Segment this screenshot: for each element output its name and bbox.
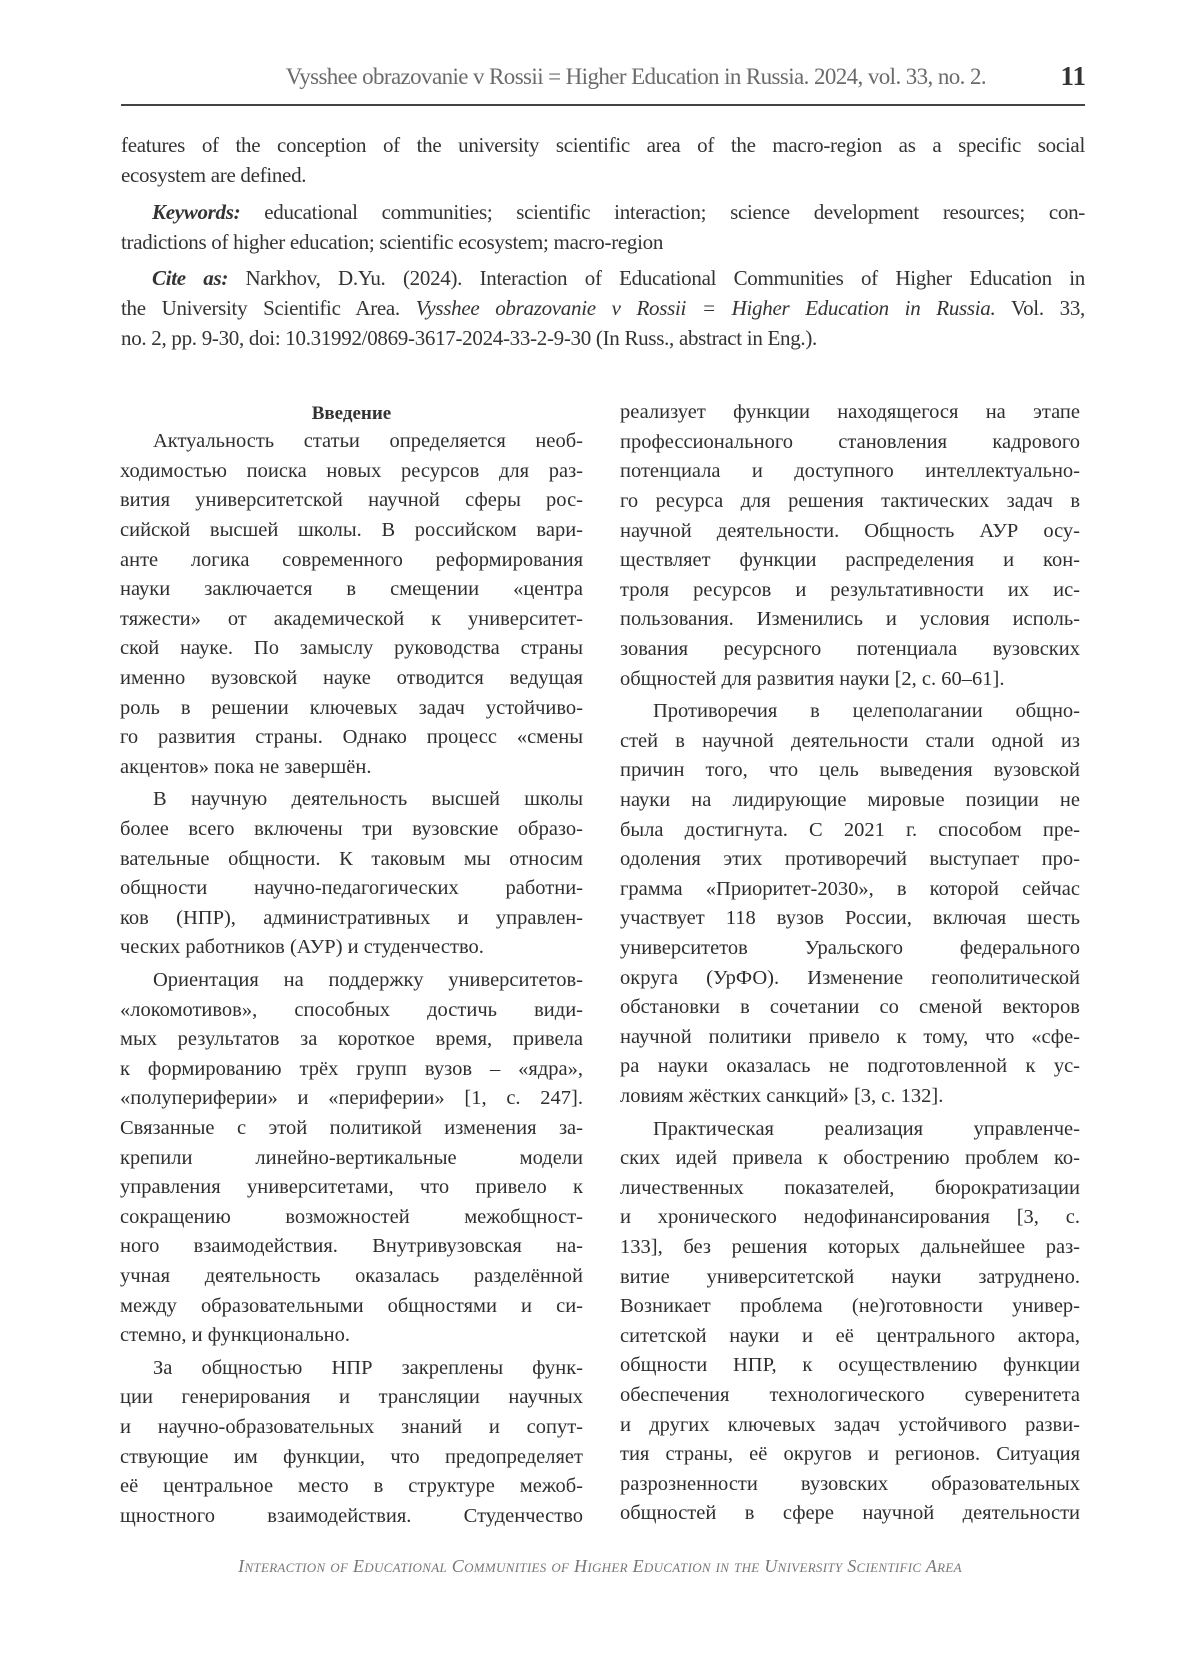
keywords-line [152,197,1085,227]
body-text-line: сийской высшей школы. В российском вари- [120,519,583,541]
body-text-line: Актуальность статьи определяется необ- [153,430,583,453]
body-text-line: общностей в сфере научной деятельности [620,1502,1080,1525]
body-text-line: общности научно-педагогических работни- [120,877,583,900]
cite-line [152,263,1085,293]
body-text-line: общности НПР, к осуществлению функции [620,1354,1080,1377]
body-text-line: Практическая реализация управленче- [653,1117,1080,1140]
body-text-line: её центральное место в структуре межоб- [120,1475,583,1498]
body-text-line: «локомотивов», способных достичь види- [120,998,583,1021]
body-text-line: За общностью НПР закреплены функ- [153,1356,583,1379]
body-text-line: реализует функции находящегося на этапе [620,401,1080,424]
cite-line: no. 2, pp. 9-30, doi: 10.31992/0869-3617-2024-33-2-9-30 (In Russ., abstract in Eng.). [121,326,817,350]
body-text-line: акцентов» пока не завершён. [120,755,372,778]
body-text-line: ции генерирования и трансляции научных [120,1386,583,1409]
body-text-line: стемно, и функционально. [120,1324,351,1347]
body-text-line: участвует 118 вузов России, включая шесть [620,907,1080,930]
body-text-line: университетов Уральского федерального [620,937,1080,959]
body-text-line: щностного взаимодействия. Студенчество [120,1504,583,1527]
body-text-line: личественных показателей, бюрократизации [620,1176,1080,1199]
cite-label: Cite as: [152,266,229,290]
body-text-line: Возникает проблема (не)готовности универ- [620,1295,1080,1318]
body-text-line: причин того, что цель выведения вузовской [620,759,1080,782]
body-text-line: го развития страны. Однако процесс «смены [120,726,583,749]
body-text-line: тия страны, её округов и регионов. Ситуация [620,1443,1080,1466]
body-text-line: В научную деятельность высшей школы [153,788,583,811]
page-number: 11 [1060,61,1086,91]
body-text-line: «полупериферии» и «периферии» [1, с. 247]. [120,1087,583,1110]
body-text-line: роль в решении ключевых задач устойчиво- [120,696,583,719]
body-text-line: грамма «Приоритет-2030», в которой сейчас [620,877,1080,900]
body-text-line: ра науки оказалась не подготовленной к ус- [620,1055,1080,1078]
body-text-line: ного взаимодействия. Внутривузовская на- [120,1235,583,1258]
body-text-line: науки заключается в смещении «центра [120,578,583,601]
body-text-line: ческих работников (АУР) и студенчество. [120,936,484,959]
body-text-line: Противоречия в целеполагании общно- [653,700,1080,723]
cite-text: Narkhov, D.Yu. (2024). Interaction of Educational Communities of Higher Education in [228,266,1085,290]
body-text-line: и научно-образовательных знаний и сопут- [120,1416,583,1438]
body-text-line: управления университетами, что привело к [120,1176,583,1199]
body-text-line: тяжести» от академической к университет- [120,607,583,630]
body-text-line: ситетской науки и её центрального актора, [620,1324,1080,1347]
body-text-line: вательные общности. К таковым мы относим [120,847,583,870]
body-text-line: анте логика современного реформирования [120,548,583,571]
body-text-line: ствующие им функции, что предопределяет [120,1445,583,1468]
body-text-line: ществляет функции распределения и кон- [620,549,1080,572]
body-text-line: обеспечения технологического суверенитета [620,1384,1080,1406]
body-text-line: профессионального становления кадрового [620,430,1080,453]
section-heading: Введение [311,403,392,424]
keywords-label: Keywords: [152,200,241,224]
body-text-line: пользования. Изменились и условия исполь- [620,608,1080,631]
body-text-line: Ориентация на поддержку университетов- [153,969,583,991]
body-text-line: ходимостью поиска новых ресурсов для раз- [120,459,583,482]
body-text-line: зования ресурсного потенциала вузовских [620,638,1080,660]
body-text-line: научной деятельности. Общность АУР осу- [620,519,1080,542]
body-text-line: общностей для развития науки [2, с. 60–61]. [620,667,1005,690]
body-text-line: именно вузовской науке отводится ведущая [120,667,583,689]
body-text-line: науки на лидирующие мировые позиции не [620,789,1080,811]
body-text-line: крепили линейно-вертикальные модели [120,1146,583,1169]
body-text-line: между образовательными общностями и си- [120,1294,583,1317]
body-text-line: вития университетской научной сферы рос- [120,489,583,512]
body-text-line: ловиям жёстких санкций» [3, с. 132]. [620,1085,944,1107]
body-text-line: мых результатов за короткое время, привела [120,1028,583,1051]
body-text-line: научной политики привело к тому, что «сфе- [620,1025,1080,1048]
body-text-line: Связанные с этой политикой изменения за- [120,1117,583,1139]
body-text-line: ских идей привела к обострению проблем ко- [620,1147,1080,1170]
body-text-line: потенциала и доступного интеллектуально- [620,460,1080,483]
body-text-line: к формированию трёх групп вузов – «ядра», [120,1057,583,1080]
cite-text: Vol. 33, [995,296,1085,320]
body-text-line: ской науке. По замыслу руководства страны [120,637,583,660]
body-text-line: троля ресурсов и результативности их ис- [620,578,1080,601]
body-text-line: 133], без решения которых дальнейшее раз- [620,1236,1080,1258]
body-text-line: витие университетской науки затруднено. [620,1265,1080,1288]
body-text-line: обстановки в сочетании со сменой векторов [620,996,1080,1019]
header-rule [121,104,1085,106]
body-text-line: учная деятельность оказалась разделённой [120,1265,583,1287]
keywords-text: educational communities; scientific interaction; science development resources; con- [240,200,1085,224]
body-text-line: одоления этих противоречий выступает про- [620,848,1080,871]
cite-text: the University Scientific Area. [121,296,416,320]
running-header: Vysshee obrazovanie v Rossii = Higher Education in Russia. 2024, vol. 33, no. 2. [285,64,986,89]
body-text-line: ков (НПР), административных и управлен- [120,906,583,929]
body-text-line: была достигнута. С 2021 г. способом пре- [620,818,1080,841]
body-text-line: стей в научной деятельности стали одной из [620,729,1080,752]
running-footer: Interaction of Educational Communities of Higher Education in the University Scientific Area [238,1556,962,1576]
abstract-line: features of the conception of the university scientific area of the macro-region as a specific social [121,133,1085,157]
abstract-line: ecosystem are defined. [121,163,307,187]
body-text-line: более всего включены три вузовские образо- [120,818,583,840]
body-text-line: разрозненности вузовских образовательных [620,1472,1080,1495]
body-text-line: го ресурса для решения тактических задач в [620,490,1080,512]
body-text-line: и хронического недофинансирования [3, с. [620,1206,1080,1229]
keywords-line: tradictions of higher education; scientific ecosystem; macro-region [121,230,664,254]
body-text-line: и других ключевых задач устойчивого разви- [620,1413,1080,1436]
cite-line [121,293,1085,323]
body-text-line: сокращению возможностей межобщност- [120,1205,583,1228]
body-text-line: округа (УрФО). Изменение геополитической [620,966,1080,989]
cite-journal: Vysshee obrazovanie v Rossii = Higher Education in Russia. [415,296,996,320]
